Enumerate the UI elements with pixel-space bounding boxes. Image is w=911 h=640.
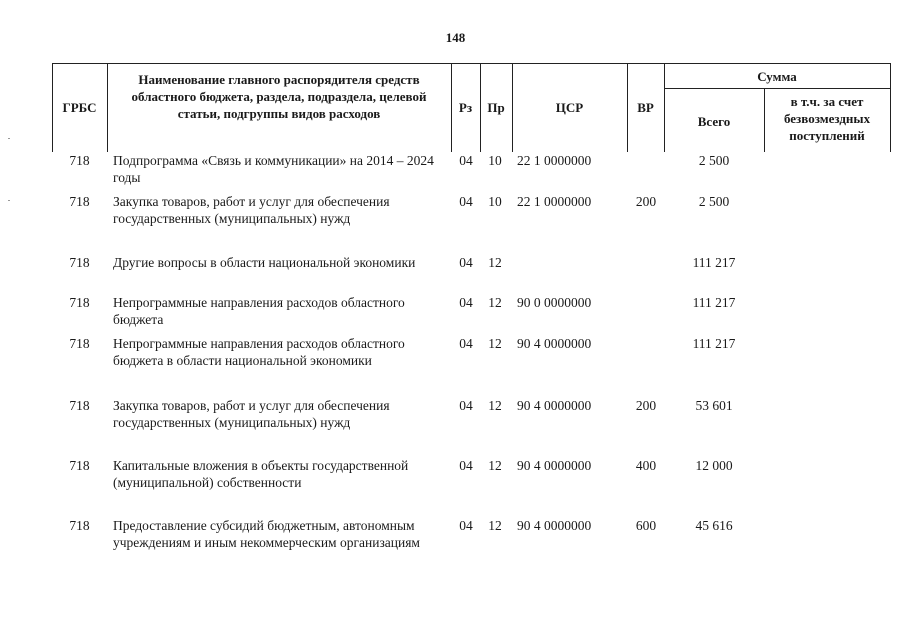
cell-csr: 90 4 0000000 [517,398,592,413]
header-csr: ЦСР [555,100,584,115]
page-number: 148 [445,30,466,45]
cell-rz: 04 [459,194,473,209]
cell-vr: 200 [635,194,657,209]
cell-csr: 90 4 0000000 [517,458,592,473]
cell-name: Закупка товаров, работ и услуг для обеспечения государственных (муниципальных) нужд [113,398,390,430]
header-pr: Пр [487,100,505,115]
cell-rz: 04 [459,518,473,533]
header-name: Наименование главного распорядителя средств областного бюджета, раздела, подраздела, целевой статьи, подгруппы видов расходов [131,72,427,121]
cell-total: 111 217 [692,336,736,351]
scan-speck [8,200,10,201]
cell-vr: 400 [635,458,657,473]
cell-pr: 12 [488,295,502,310]
cell-total: 12 000 [695,458,733,473]
cell-rz: 04 [459,295,473,310]
header-top-border [52,63,890,64]
cell-rz: 04 [459,458,473,473]
cell-grbs: 718 [69,398,90,413]
cell-csr: 22 1 0000000 [517,153,592,168]
header-rz: Рз [458,100,473,115]
grid-line [890,63,891,152]
sum-divider [664,88,890,89]
header-sum: Сумма [757,69,797,84]
cell-name: Непрограммные направления расходов областного бюджета [113,295,405,327]
cell-pr: 10 [488,194,502,209]
cell-vr: 200 [635,398,657,413]
cell-name: Капитальные вложения в объекты государственной (муниципальной) собственности [113,458,409,490]
grid-line [107,63,108,152]
cell-name: Предоставление субсидий бюджетным, автономным учреждениям и иным некоммерческим организациям [113,518,420,550]
header-sum-free: в т.ч. за счет безвозмездных поступлений [783,94,871,143]
cell-csr: 22 1 0000000 [517,194,592,209]
header-grbs: ГРБС [62,100,97,115]
cell-name: Другие вопросы в области национальной экономики [113,255,416,270]
cell-total: 53 601 [695,398,733,413]
cell-name: Подпрограмма «Связь и коммуникации» на 2014 – 2024 годы [113,153,434,185]
cell-pr: 12 [488,336,502,351]
cell-pr: 12 [488,398,502,413]
cell-pr: 12 [488,255,502,270]
scan-speck [8,138,10,139]
cell-vr: 600 [635,518,657,533]
cell-csr: 90 4 0000000 [517,518,592,533]
cell-rz: 04 [459,336,473,351]
cell-total: 45 616 [695,518,733,533]
header-sum-total: Всего [697,114,731,129]
cell-name: Непрограммные направления расходов областного бюджета в области национальной экономики [113,336,405,368]
cell-total: 111 217 [692,255,736,270]
cell-pr: 10 [488,153,502,168]
cell-rz: 04 [459,255,473,270]
cell-grbs: 718 [69,336,90,351]
cell-grbs: 718 [69,458,90,473]
grid-line [764,88,765,152]
cell-pr: 12 [488,518,502,533]
cell-rz: 04 [459,398,473,413]
cell-grbs: 718 [69,255,90,270]
header-vr: ВР [637,100,654,115]
cell-grbs: 718 [69,295,90,310]
cell-total: 2 500 [698,153,730,168]
cell-grbs: 718 [69,153,90,168]
cell-csr: 90 4 0000000 [517,336,592,351]
cell-csr: 90 0 0000000 [517,295,592,310]
cell-total: 111 217 [692,295,736,310]
cell-pr: 12 [488,458,502,473]
cell-grbs: 718 [69,194,90,209]
cell-grbs: 718 [69,518,90,533]
cell-total: 2 500 [698,194,730,209]
cell-rz: 04 [459,153,473,168]
cell-name: Закупка товаров, работ и услуг для обеспечения государственных (муниципальных) нужд [113,194,390,226]
